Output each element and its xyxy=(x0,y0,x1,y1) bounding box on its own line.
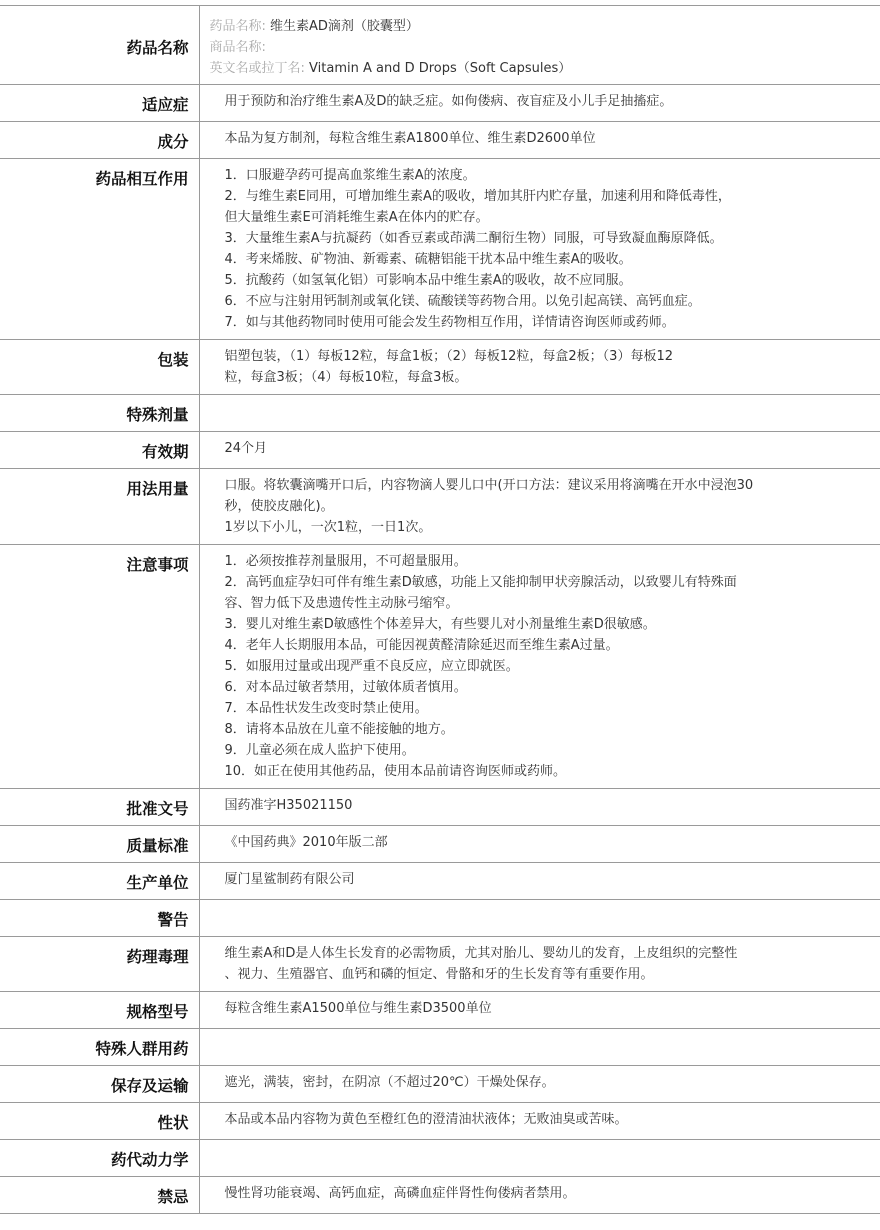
content-line: 国药准字H35021150 xyxy=(224,798,353,813)
empty-value xyxy=(225,401,871,421)
row-label: 禁忌 xyxy=(0,1177,199,1214)
row-label: 成分 xyxy=(0,122,199,159)
content-line: 2．与维生素E同用，可增加维生素A的吸收，增加其肝内贮存量，加速利用和降低毒性， xyxy=(224,189,731,204)
row-content xyxy=(199,789,880,826)
row-special-dosage xyxy=(0,395,880,432)
content-line: 6．不应与注射用钙制剂或氧化镁、硫酸镁等药物合用。以免引起高镁、高钙血症。 xyxy=(224,294,701,309)
row-label: 适应症 xyxy=(0,85,199,122)
row-label: 质量标准 xyxy=(0,826,199,863)
english-name-prefix: 英文名或拉丁名: xyxy=(209,61,305,76)
content-line: 2．高钙血症孕妇可伴有维生素D敏感，功能上又能抑制甲状旁腺活动，以致婴儿有特殊面 xyxy=(224,575,737,590)
content-line: 5．如服用过量或出现严重不良反应，应立即就医。 xyxy=(224,659,519,674)
content-line: 口服。将软囊滴嘴开口后，内容物滴人婴儿口中(开口方法：建议采用将滴嘴在开水中浸泡30 xyxy=(224,478,754,493)
row-specification xyxy=(0,992,880,1029)
row-pharmacology xyxy=(0,937,880,992)
content-line: 7．如与其他药物同时使用可能会发生药物相互作用，详情请咨询医师或药师。 xyxy=(224,315,675,330)
content-line: 容、智力低下及患遗传性主动脉弓缩窄。 xyxy=(224,596,459,611)
row-label: 警告 xyxy=(0,900,199,937)
row-label: 特殊人群用药 xyxy=(0,1029,199,1066)
content-line: 5．抗酸药（如氢氧化铝）可影响本品中维生素A的吸收，故不应同服。 xyxy=(224,273,632,288)
row-standard xyxy=(0,826,880,863)
generic-name-prefix: 药品名称: xyxy=(209,19,266,34)
content-line: 秒，使胶皮融化)。 xyxy=(224,499,334,514)
row-label: 规格型号 xyxy=(0,992,199,1029)
generic-name-value: 维生素AD滴剂（胶囊型） xyxy=(270,19,419,34)
content-line: 1岁以下小儿，一次1粒，一日1次。 xyxy=(224,520,432,535)
english-name-line xyxy=(210,58,871,79)
row-content xyxy=(199,85,880,122)
row-content xyxy=(199,340,880,395)
row-content xyxy=(199,1140,880,1177)
content-line: 3．婴儿对维生素D敏感性个体差异大，有些婴儿对小剂量维生素D很敏感。 xyxy=(224,617,656,632)
row-pharmacokinetics xyxy=(0,1140,880,1177)
content-line: 厦门星鲨制药有限公司 xyxy=(224,872,355,887)
content-line: 7．本品性状发生改变时禁止使用。 xyxy=(224,701,428,716)
row-content xyxy=(199,992,880,1029)
content-line: 每粒含维生素A1500单位与维生素D3500单位 xyxy=(224,1001,492,1016)
content-line: 本品或本品内容物为黄色至橙红色的澄清油状液体；无败油臭或苦味。 xyxy=(224,1112,628,1127)
row-composition xyxy=(0,122,880,159)
row-manufacturer xyxy=(0,863,880,900)
row-storage xyxy=(0,1066,880,1103)
trade-name-line xyxy=(210,37,871,58)
row-label: 药理毒理 xyxy=(0,937,199,992)
generic-name-line xyxy=(210,16,871,37)
content-line: 慢性肾功能衰竭、高钙血症，高磷血症伴肾性佝偻病者禁用。 xyxy=(224,1186,576,1201)
content-line: 1．口服避孕药可提高血浆维生素A的浓度。 xyxy=(224,168,476,183)
row-label: 包装 xyxy=(0,340,199,395)
row-content xyxy=(199,469,880,545)
row-appearance xyxy=(0,1103,880,1140)
row-label: 有效期 xyxy=(0,432,199,469)
row-content xyxy=(199,122,880,159)
content-line: 3．大量维生素A与抗凝药（如香豆素或茚满二酮衍生物）同服，可导致凝血酶原降低。 xyxy=(224,231,723,246)
empty-value xyxy=(225,1035,871,1055)
row-drug-name xyxy=(0,6,880,85)
row-label: 用法用量 xyxy=(0,469,199,545)
row-label: 药品名称 xyxy=(0,6,199,85)
row-approval xyxy=(0,789,880,826)
empty-value xyxy=(225,906,871,926)
row-usage xyxy=(0,469,880,545)
row-packaging xyxy=(0,340,880,395)
row-precautions xyxy=(0,545,880,789)
row-content xyxy=(199,900,880,937)
row-content xyxy=(199,1066,880,1103)
row-content xyxy=(199,395,880,432)
row-label: 药品相互作用 xyxy=(0,159,199,340)
trade-name-prefix: 商品名称: xyxy=(209,40,266,55)
row-indication xyxy=(0,85,880,122)
row-label: 性状 xyxy=(0,1103,199,1140)
row-label: 批准文号 xyxy=(0,789,199,826)
row-contraindications xyxy=(0,1177,880,1214)
content-line: 但大量维生素E可消耗维生素A在体内的贮存。 xyxy=(224,210,489,225)
row-content xyxy=(199,159,880,340)
content-line: 粒，每盒3板；（4）每板10粒，每盒3板。 xyxy=(224,370,468,385)
row-content xyxy=(199,937,880,992)
row-content xyxy=(199,1177,880,1214)
content-line: 10．如正在使用其他药品，使用本品前请咨询医师或药师。 xyxy=(224,764,567,779)
row-content xyxy=(199,6,880,85)
content-line: 《中国药典》2010年版二部 xyxy=(224,835,388,850)
content-line: 、视力、生殖器官、血钙和磷的恒定、骨骼和牙的生长发育等有重要作用。 xyxy=(224,967,654,982)
row-label: 注意事项 xyxy=(0,545,199,789)
content-line: 用于预防和治疗维生素A及D的缺乏症。如佝偻病、夜盲症及小儿手足抽搐症。 xyxy=(224,94,673,109)
row-special-population xyxy=(0,1029,880,1066)
row-label: 生产单位 xyxy=(0,863,199,900)
row-content xyxy=(199,545,880,789)
row-validity xyxy=(0,432,880,469)
content-line: 铝塑包装，（1）每板12粒，每盒1板；（2）每板12粒，每盒2板；（3）每板12 xyxy=(224,349,673,364)
content-line: 4．老年人长期服用本品，可能因视黄醛清除延迟而至维生素A过量。 xyxy=(224,638,619,653)
row-content xyxy=(199,432,880,469)
content-line: 8．请将本品放在儿童不能接触的地方。 xyxy=(224,722,454,737)
content-line: 24个月 xyxy=(224,441,268,456)
content-line: 4．考来烯胺、矿物油、新霉素、硫糖铝能干扰本品中维生素A的吸收。 xyxy=(224,252,632,267)
row-label: 药代动力学 xyxy=(0,1140,199,1177)
row-label: 特殊剂量 xyxy=(0,395,199,432)
content-line: 6．对本品过敏者禁用，过敏体质者慎用。 xyxy=(224,680,467,695)
content-line: 9．儿童必须在成人监护下使用。 xyxy=(224,743,415,758)
empty-value xyxy=(225,1146,871,1166)
english-name-value: Vitamin A and D Drops（Soft Capsules） xyxy=(309,61,572,76)
row-content xyxy=(199,1103,880,1140)
row-content xyxy=(199,1029,880,1066)
row-content xyxy=(199,863,880,900)
row-warning xyxy=(0,900,880,937)
content-line: 遮光，满装，密封，在阴凉（不超过20℃）干燥处保存。 xyxy=(224,1075,555,1090)
row-label: 保存及运输 xyxy=(0,1066,199,1103)
content-line: 维生素A和D是人体生长发育的必需物质，尤其对胎儿、婴幼儿的发育，上皮组织的完整性 xyxy=(224,946,738,961)
row-content xyxy=(199,826,880,863)
content-line: 1．必须按推荐剂量服用，不可超量服用。 xyxy=(224,554,467,569)
content-line: 本品为复方制剂，每粒含维生素A1800单位、维生素D2600单位 xyxy=(224,131,596,146)
drug-info-table xyxy=(0,5,880,1214)
row-interactions xyxy=(0,159,880,340)
